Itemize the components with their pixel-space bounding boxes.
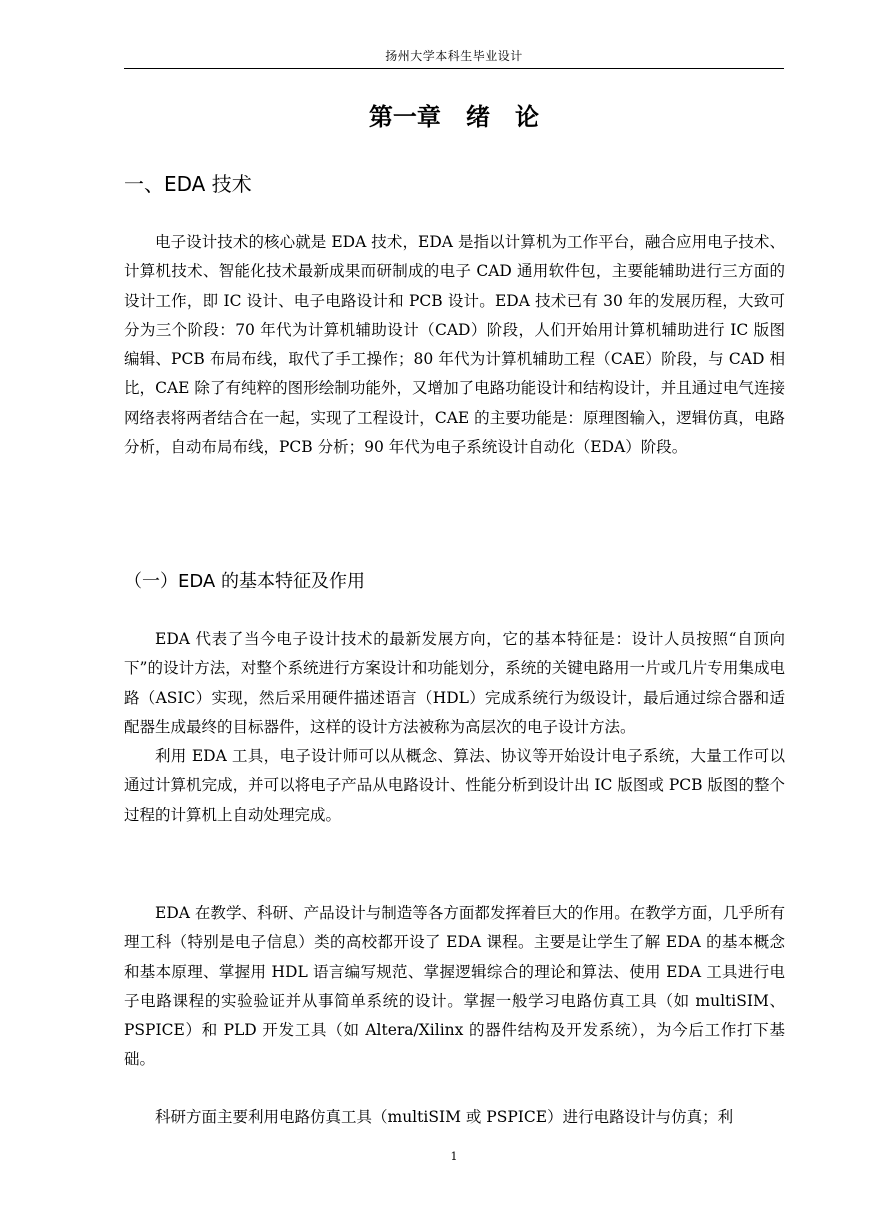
body-paragraph-tools: 利用 EDA 工具，电子设计师可以从概念、算法、协议等开始设计电子系统，大量工作可以通过计算机完成，并可以将电子产品从电路设计、性能分析到设计出 IC 版图或 PCB 版图的整个过程的计算机上自动处理完成。: [124, 747, 785, 824]
section-intro-paragraph: 电子设计技术的核心就是 EDA 技术，EDA 是指以计算机为工作平台，融合应用电子技术、计算机技术、智能化技术最新成果而研制成的电子 CAD 通用软件包，主要能辅助进行三方面的设计工作，即 IC 设计、电子电路设计和 PCB 设计。EDA 技术已有 30 年的发展历程，大致可分为三个阶段：70 年代为计算机辅助设计（CAD）阶段，人们开始用计算机辅助进行 IC 版图编辑、PCB 布局布线，取代了手工操作；80 年代为计算机辅助工程（CAE）阶段，与 CAD 相比，CAE 除了有纯粹的图形绘制功能外，又增加了电路功能设计和结构设计，并且通过电气连接网络表将两者结合在一起，实现了工程设计，CAE 的主要功能是：原理图输入，逻辑仿真，电路分析，自动布局布线，PCB 分析；90 年代为电子系统设计自动化（EDA）阶段。: [124, 233, 785, 457]
section-heading: 一、EDA 技术: [124, 172, 252, 196]
page-header: 扬州大学本科生毕业设计: [385, 49, 523, 63]
body-paragraph-education: EDA 在教学、科研、产品设计与制造等各方面都发挥着巨大的作用。在教学方面，几乎所有理工科（特别是电子信息）类的高校都开设了 EDA 课程。主要是让学生了解 EDA 的基本概念和基本原理、掌握用 HDL 语言编写规范、掌握逻辑综合的理论和算法、使用 EDA 工具进行电子电路课程的实验验证并从事简单系统的设计。掌握一般学习电路仿真工具（如 multiSIM、PSPICE）和 PLD 开发工具（如 Altera/Xilinx 的器件结构及开发系统），为今后工作打下基础。: [124, 904, 785, 1069]
body-paragraph-research: 科研方面主要利用电路仿真工具（multiSIM 或 PSPICE）进行电路设计与仿真；利: [155, 1108, 734, 1126]
header-divider: [124, 68, 784, 69]
subsection-heading: （一）EDA 的基本特征及作用: [124, 571, 365, 592]
page-number: 1: [450, 1150, 458, 1163]
body-paragraph-features: EDA 代表了当今电子设计技术的最新发展方向，它的基本特征是：设计人员按照“自顶向下”的设计方法，对整个系统进行方案设计和功能划分，系统的关键电路用一片或几片专用集成电路（ASIC）实现，然后采用硬件描述语言（HDL）完成系统行为级设计，最后通过综合器和适配器生成最终的目标器件，这样的设计方法被称为高层次的电子设计方法。: [124, 630, 785, 736]
chapter-title: 第一章 绪 论: [368, 103, 540, 131]
